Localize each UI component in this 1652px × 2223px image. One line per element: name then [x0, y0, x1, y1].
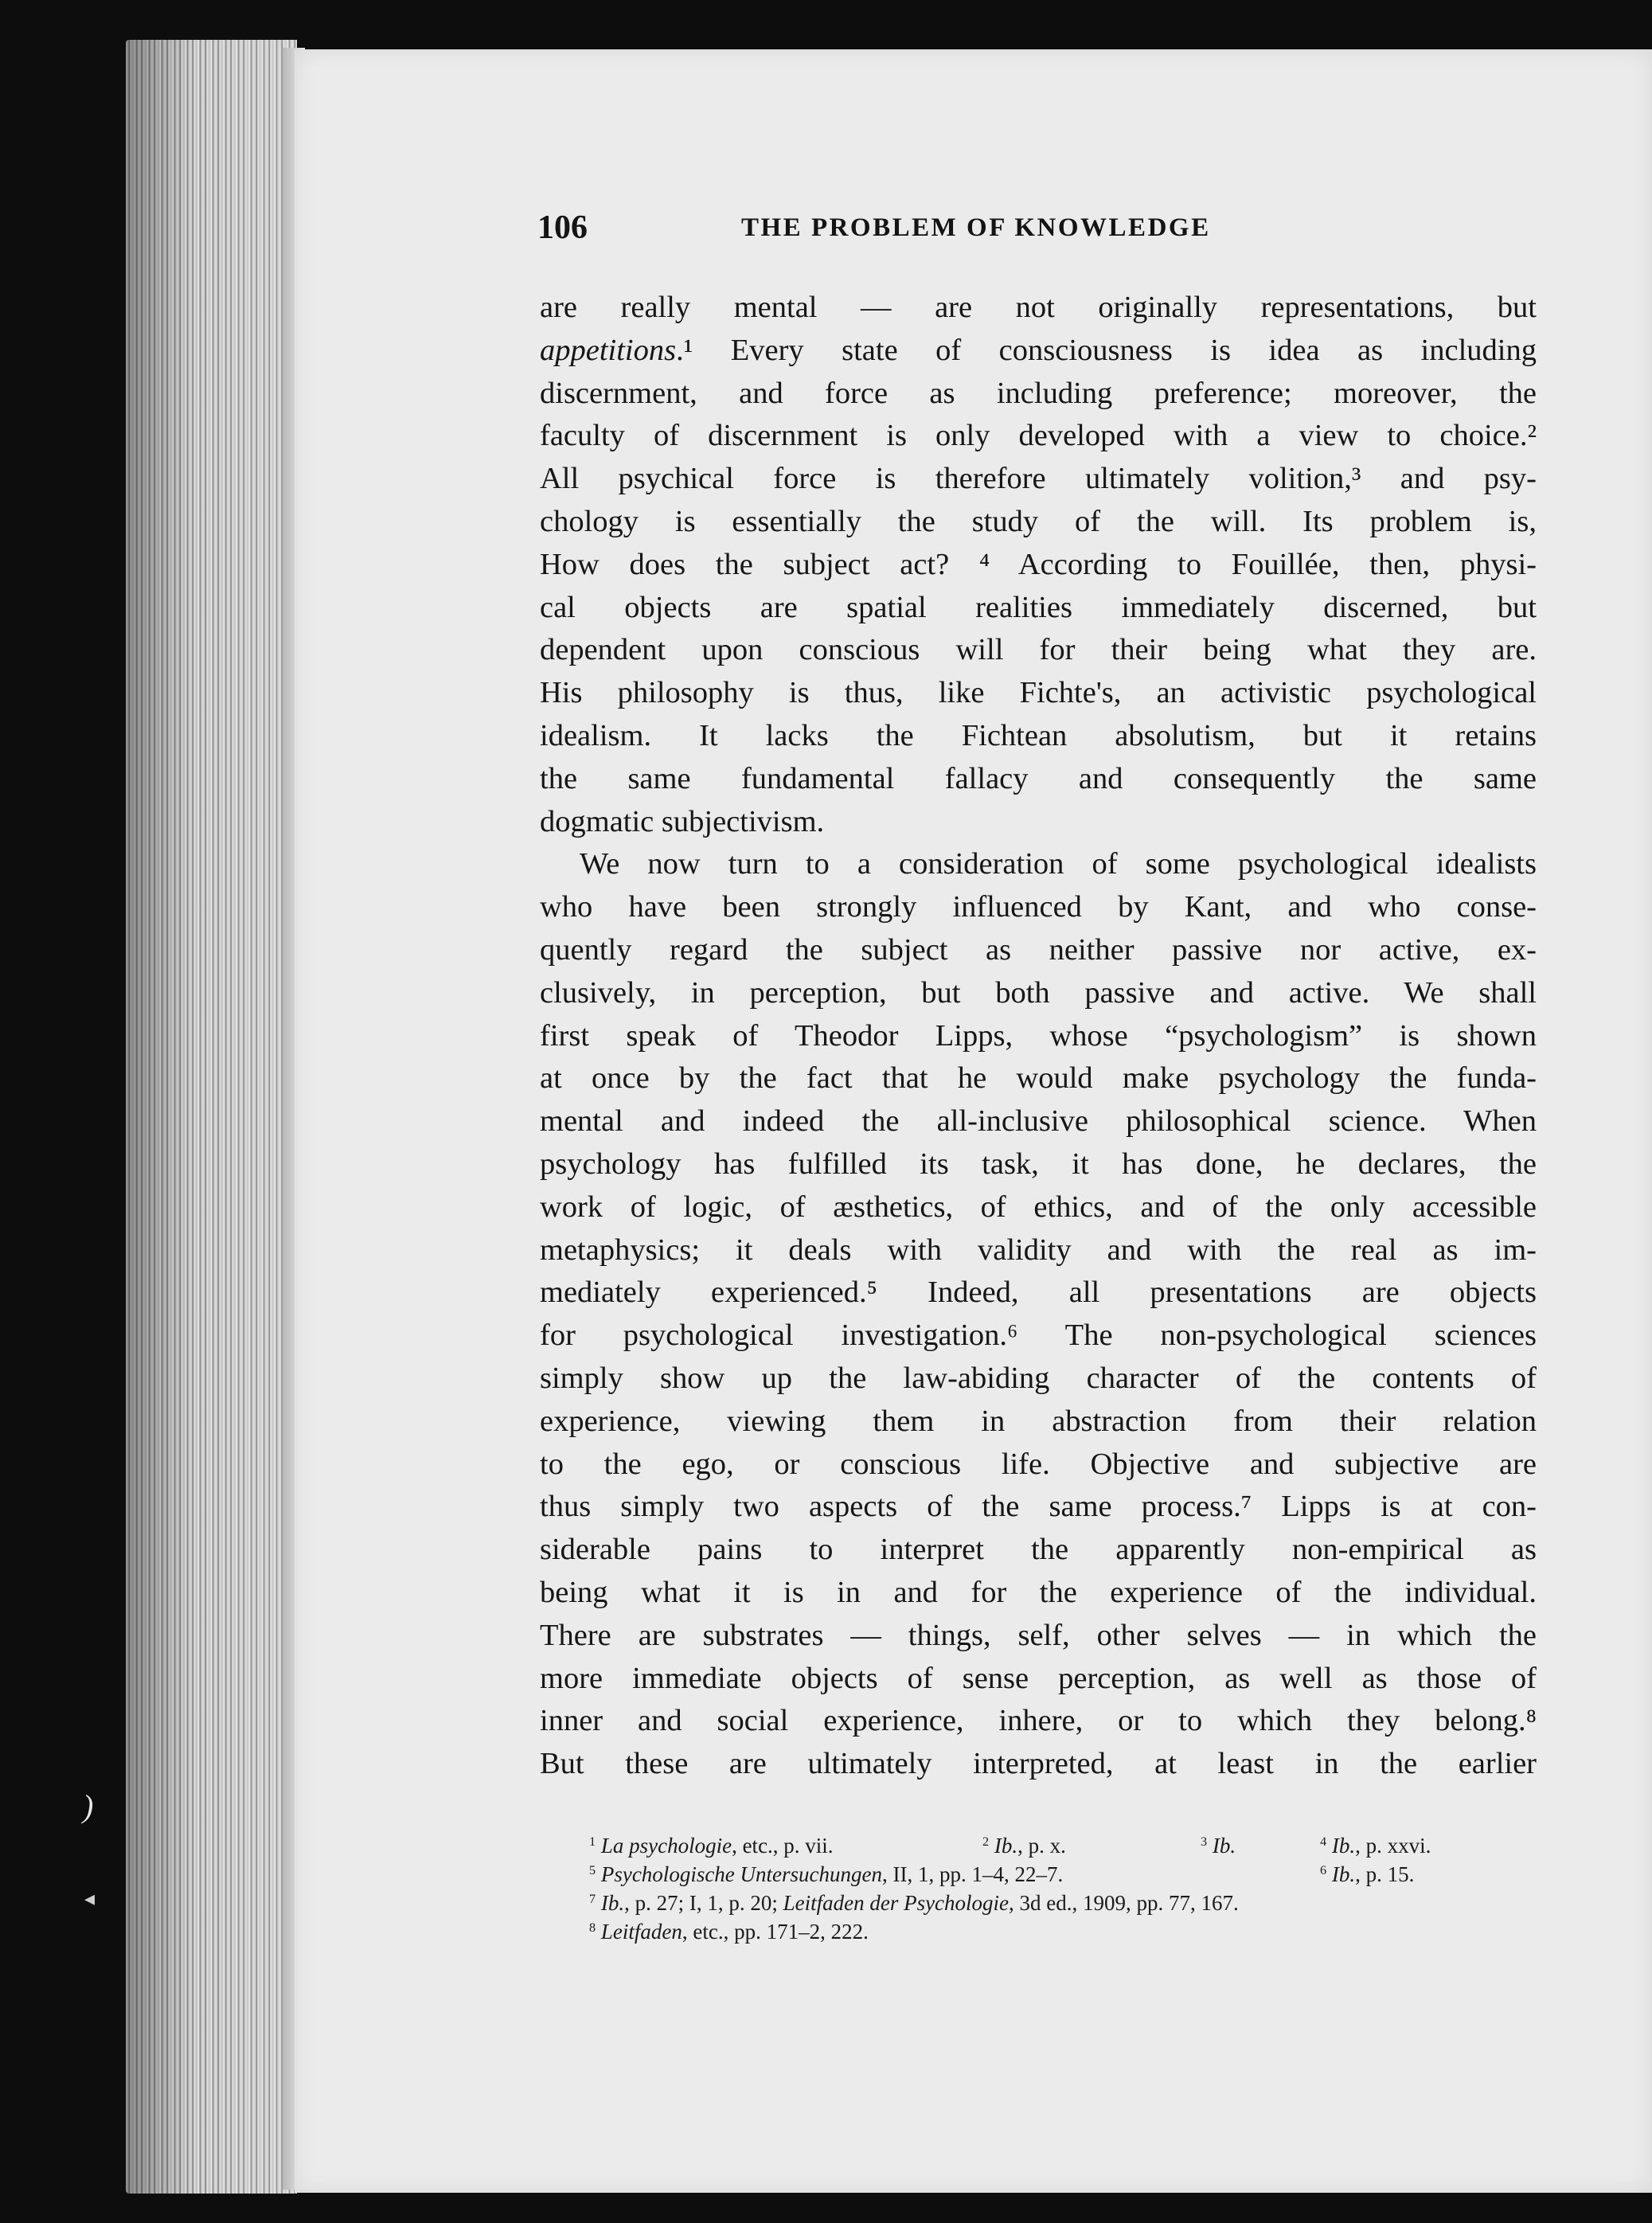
book-page-edges [126, 40, 297, 2194]
text-line: for psychological investigation.⁶ The non-psychological sciences [540, 1319, 1537, 1353]
text-line: being what it is in and for the experience of the individual. [540, 1575, 1537, 1609]
text-line: mental and indeed the all-inclusive philosophical science. When [540, 1104, 1537, 1139]
text-line: How does the subject act? ⁴ According to Fouillée, then, physi- [540, 547, 1537, 581]
footnote-2: $^2$ Ib., p. x. [982, 1834, 1066, 1858]
text-line: quently regard the subject as neither passive nor active, ex- [540, 932, 1537, 967]
text-line: who have been strongly influenced by Kant, and who conse- [540, 890, 1537, 924]
text-line: idealism. It lacks the Fichtean absolutism, but it retains [540, 718, 1537, 752]
footnote-8: $^8$ Leitfaden, etc., pp. 171–2, 222. [589, 1920, 869, 1944]
text-line: dogmatic subjectivism. [540, 804, 825, 838]
text-line: at once by the fact that he would make psychology the funda- [540, 1061, 1537, 1096]
body-text [540, 287, 1537, 1799]
footnote-row [589, 1889, 1552, 1917]
footnotes [589, 1831, 1552, 1946]
text-line: faculty of discernment is only developed with a view to choice.² [540, 419, 1537, 453]
footnote-1: $^1$ La psychologie, etc., p. vii. [589, 1834, 834, 1858]
text-line: We now turn to a consideration of some psychological idealists [580, 847, 1537, 881]
text-line: appetitions.¹ Every state of consciousness is idea as including [540, 333, 1537, 367]
text-line: clusively, in perception, but both passive and active. We shall [540, 975, 1537, 1010]
running-head [537, 209, 1334, 256]
footnote-7: $^7$ Ib., p. 27; I, 1, p. 20; Leitfaden der Psychologie, 3d ed., 1909, pp. 77, 167. [589, 1891, 1239, 1915]
text-line: inner and social experience, inhere, or to which they belong.⁸ [540, 1704, 1537, 1738]
text-line: simply show up the law-abiding character of the contents of [540, 1361, 1537, 1395]
footnote-row [589, 1831, 1552, 1860]
footnote-3: $^3$ Ib. [1201, 1834, 1236, 1858]
text-line: thus simply two aspects of the same process.⁷ Lipps is at con- [540, 1490, 1537, 1524]
text-line: psychology has fulfilled its task, it has done, he declares, the [540, 1147, 1537, 1181]
footnote-row [589, 1917, 1552, 1946]
text-line: But these are ultimately interpreted, at least in the earlier [540, 1747, 1537, 1781]
text-line: siderable pains to interpret the apparently non-empirical as [540, 1533, 1537, 1567]
text-line: discernment, and force as including preference; moreover, the [540, 376, 1537, 410]
page-number: 106 [537, 209, 588, 246]
text-line: more immediate objects of sense perception, as well as those of [540, 1661, 1537, 1695]
text-line: mediately experienced.⁵ Indeed, all presentations are objects [540, 1276, 1537, 1310]
footnote-6: $^6$ Ib., p. 15. [1320, 1862, 1415, 1886]
footnote-4: $^4$ Ib., p. xxvi. [1320, 1834, 1431, 1858]
footnote-5: $^5$ Psychologische Untersuchungen, II, 1, pp. 1–4, 22–7. [589, 1862, 1064, 1886]
text-line: are really mental — are not originally representations, but [540, 291, 1537, 324]
text-line: metaphysics; it deals with validity and with the real as im- [540, 1233, 1537, 1267]
text-line: cal objects are spatial realities immediately discerned, but [540, 590, 1537, 624]
scan-artifact-mark: ◂ [84, 1887, 96, 1910]
text-line: first speak of Theodor Lipps, whose “psychologism” is shown [540, 1018, 1537, 1053]
footnote-row [589, 1860, 1552, 1889]
text-line: work of logic, of æsthetics, of ethics, and of the only accessible [540, 1190, 1537, 1224]
text-line: chology is essentially the study of the will. Its problem is, [540, 504, 1537, 538]
text-line: All psychical force is therefore ultimately volition,³ and psy- [540, 462, 1537, 496]
scan-artifact-mark: ) [83, 1788, 94, 1824]
text-line: experience, viewing them in abstraction from their relation [540, 1404, 1537, 1438]
text-line: dependent upon conscious will for their being what they are. [540, 633, 1537, 667]
text-line: the same fundamental fallacy and consequently the same [540, 761, 1537, 795]
text-line: His philosophy is thus, like Fichte's, an activistic psychological [540, 676, 1537, 710]
text-line: There are substrates — things, self, other selves — in which the [540, 1618, 1537, 1652]
text-line: to the ego, or conscious life. Objective and subjective are [540, 1447, 1537, 1481]
running-title: THE PROBLEM OF KNOWLEDGE [741, 213, 1211, 242]
